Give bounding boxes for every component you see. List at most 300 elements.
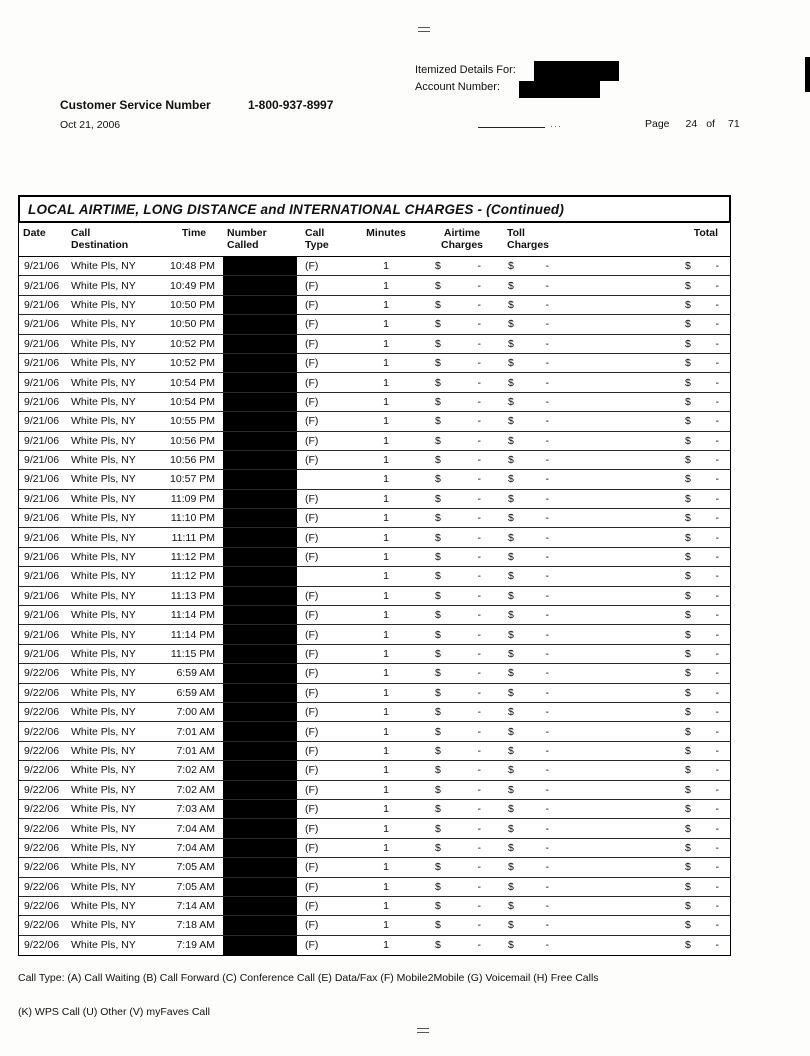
airtime-value: - xyxy=(477,686,481,699)
date-cell: 9/21/06 xyxy=(24,337,60,350)
redacted-number-called-cell xyxy=(223,432,297,450)
toll-charges-cell xyxy=(503,900,589,912)
time-cell: 11:10 PM xyxy=(170,512,215,525)
redacted-number-called-cell xyxy=(223,373,297,391)
table-row xyxy=(19,528,730,547)
toll-value: - xyxy=(545,454,549,467)
date-cell: 9/21/06 xyxy=(24,395,60,408)
call-type-cell: (F) xyxy=(305,376,319,389)
scan-artifact-top xyxy=(418,27,430,35)
currency-symbol: $ xyxy=(685,841,691,854)
total-value: - xyxy=(715,318,719,331)
call-type-cell: (F) xyxy=(305,492,319,505)
currency-symbol: $ xyxy=(508,667,514,680)
currency-symbol: $ xyxy=(685,880,691,893)
currency-symbol: $ xyxy=(508,628,514,641)
currency-symbol: $ xyxy=(435,764,441,777)
destination-cell: White Pls, NY xyxy=(71,822,136,835)
currency-symbol: $ xyxy=(435,628,441,641)
airtime-charges-cell xyxy=(421,338,503,350)
currency-symbol: $ xyxy=(685,764,691,777)
airtime-value: - xyxy=(477,841,481,854)
currency-symbol: $ xyxy=(685,609,691,622)
total-value: - xyxy=(715,376,719,389)
currency-symbol: $ xyxy=(435,706,441,719)
toll-charges-cell xyxy=(503,318,589,330)
time-cell: 10:55 PM xyxy=(170,415,215,428)
toll-value: - xyxy=(545,337,549,350)
total-value: - xyxy=(715,648,719,660)
toll-charges-cell xyxy=(503,570,589,582)
charges-table xyxy=(18,195,731,956)
redacted-itemized-value xyxy=(534,61,619,81)
airtime-charges-cell xyxy=(421,415,503,427)
destination-cell: White Pls, NY xyxy=(71,492,136,505)
toll-value: - xyxy=(545,415,549,428)
call-type-cell: (F) xyxy=(305,628,319,641)
total-cell xyxy=(589,493,730,505)
time-cell: 7:19 AM xyxy=(176,939,215,952)
redacted-number-called-cell xyxy=(223,839,297,857)
currency-symbol: $ xyxy=(685,900,691,913)
minutes-cell: 1 xyxy=(383,841,389,854)
currency-symbol: $ xyxy=(685,298,691,311)
toll-value: - xyxy=(545,706,549,719)
redacted-number-called-cell xyxy=(223,587,297,605)
currency-symbol: $ xyxy=(435,900,441,913)
toll-value: - xyxy=(545,609,549,622)
toll-value: - xyxy=(545,686,549,699)
currency-symbol: $ xyxy=(508,686,514,699)
total-value: - xyxy=(715,803,719,816)
total-cell xyxy=(589,629,730,641)
call-type-cell: (F) xyxy=(305,939,319,952)
currency-symbol: $ xyxy=(435,415,441,428)
time-cell: 11:14 PM xyxy=(170,609,215,622)
airtime-charges-cell xyxy=(421,667,503,679)
airtime-value: - xyxy=(477,434,481,447)
total-value: - xyxy=(715,512,719,525)
call-type-cell: (F) xyxy=(305,551,319,564)
currency-symbol: $ xyxy=(685,376,691,389)
total-cell xyxy=(589,726,730,738)
toll-value: - xyxy=(545,744,549,757)
total-cell xyxy=(589,260,730,272)
destination-cell: White Pls, NY xyxy=(71,783,136,796)
itemized-details-label: Itemized Details For: xyxy=(415,64,516,76)
toll-value: - xyxy=(545,861,549,874)
redacted-number-called-cell xyxy=(223,819,297,837)
table-row xyxy=(19,315,730,334)
total-value: - xyxy=(715,260,719,273)
airtime-charges-cell xyxy=(421,512,503,524)
call-type-cell: (F) xyxy=(305,260,319,273)
total-cell xyxy=(589,396,730,408)
airtime-value: - xyxy=(477,919,481,932)
currency-symbol: $ xyxy=(508,725,514,738)
currency-symbol: $ xyxy=(508,764,514,777)
time-cell: 6:59 AM xyxy=(176,686,215,699)
call-type-cell: (F) xyxy=(305,764,319,777)
destination-cell: White Pls, NY xyxy=(71,686,136,699)
time-cell: 10:52 PM xyxy=(170,337,215,350)
currency-symbol: $ xyxy=(435,783,441,796)
total-cell xyxy=(589,881,730,893)
minutes-cell: 1 xyxy=(383,783,389,796)
table-row xyxy=(19,470,730,489)
airtime-value: - xyxy=(477,648,481,660)
currency-symbol: $ xyxy=(508,706,514,719)
table-title: LOCAL AIRTIME, LONG DISTANCE and INTERNATIONAL CHARGES - (Continued) xyxy=(19,196,730,223)
toll-charges-cell xyxy=(503,629,589,641)
airtime-charges-cell xyxy=(421,318,503,330)
time-cell: 10:54 PM xyxy=(170,376,215,389)
airtime-value: - xyxy=(477,609,481,622)
currency-symbol: $ xyxy=(508,648,514,660)
date-cell: 9/22/06 xyxy=(24,841,60,854)
total-cell xyxy=(589,803,730,815)
currency-symbol: $ xyxy=(685,492,691,505)
toll-charges-cell xyxy=(503,551,589,563)
currency-symbol: $ xyxy=(435,861,441,874)
date-cell: 9/21/06 xyxy=(24,609,60,622)
toll-charges-cell xyxy=(503,745,589,757)
date-cell: 9/22/06 xyxy=(24,686,60,699)
airtime-charges-cell xyxy=(421,764,503,776)
date-cell: 9/21/06 xyxy=(24,260,60,273)
header-minutes: Minutes xyxy=(366,227,406,239)
toll-value: - xyxy=(545,531,549,544)
currency-symbol: $ xyxy=(435,551,441,564)
date-cell: 9/22/06 xyxy=(24,783,60,796)
currency-symbol: $ xyxy=(685,415,691,428)
redacted-number-called-cell xyxy=(223,742,297,760)
currency-symbol: $ xyxy=(435,337,441,350)
call-type-cell: (F) xyxy=(305,415,319,428)
airtime-value: - xyxy=(477,667,481,680)
currency-symbol: $ xyxy=(508,551,514,564)
time-cell: 7:01 AM xyxy=(176,744,215,757)
page-indicator xyxy=(645,118,740,130)
call-type-cell: (F) xyxy=(305,609,319,622)
airtime-charges-cell xyxy=(421,706,503,718)
airtime-charges-cell xyxy=(421,726,503,738)
currency-symbol: $ xyxy=(435,589,441,602)
destination-cell: White Pls, NY xyxy=(71,900,136,913)
currency-symbol: $ xyxy=(435,822,441,835)
redacted-number-called-cell xyxy=(223,296,297,314)
call-type-cell: (F) xyxy=(305,279,319,292)
airtime-value: - xyxy=(477,861,481,874)
minutes-cell: 1 xyxy=(383,667,389,680)
currency-symbol: $ xyxy=(508,318,514,331)
currency-symbol: $ xyxy=(685,337,691,350)
table-row xyxy=(19,684,730,703)
currency-symbol: $ xyxy=(508,841,514,854)
redacted-number-called-cell xyxy=(223,703,297,721)
time-cell: 7:01 AM xyxy=(176,725,215,738)
destination-cell: White Pls, NY xyxy=(71,609,136,622)
destination-cell: White Pls, NY xyxy=(71,589,136,602)
airtime-value: - xyxy=(477,880,481,893)
currency-symbol: $ xyxy=(508,861,514,874)
currency-symbol: $ xyxy=(508,492,514,505)
toll-charges-cell xyxy=(503,299,589,311)
table-row xyxy=(19,625,730,644)
currency-symbol: $ xyxy=(435,279,441,292)
page-label: Page xyxy=(645,118,670,130)
minutes-cell: 1 xyxy=(383,706,389,719)
airtime-value: - xyxy=(477,764,481,777)
destination-cell: White Pls, NY xyxy=(71,298,136,311)
redacted-number-called-cell xyxy=(223,335,297,353)
call-type-cell: (F) xyxy=(305,803,319,816)
redacted-number-called-cell xyxy=(223,800,297,818)
call-type-cell: (F) xyxy=(305,531,319,544)
scan-artifact-bottom xyxy=(417,1028,429,1036)
total-value: - xyxy=(715,919,719,932)
toll-value: - xyxy=(545,473,549,486)
time-cell: 6:59 AM xyxy=(176,667,215,680)
call-type-cell: (F) xyxy=(305,337,319,350)
currency-symbol: $ xyxy=(435,939,441,952)
airtime-value: - xyxy=(477,415,481,428)
minutes-cell: 1 xyxy=(383,725,389,738)
total-cell xyxy=(589,435,730,447)
total-value: - xyxy=(715,686,719,699)
toll-value: - xyxy=(545,822,549,835)
minutes-cell: 1 xyxy=(383,531,389,544)
redacted-number-called-cell xyxy=(223,858,297,876)
table-row xyxy=(19,819,730,838)
toll-charges-cell xyxy=(503,764,589,776)
currency-symbol: $ xyxy=(685,803,691,816)
time-cell: 10:50 PM xyxy=(170,298,215,311)
total-cell xyxy=(589,706,730,718)
total-cell xyxy=(589,784,730,796)
total-value: - xyxy=(715,628,719,641)
total-cell xyxy=(589,318,730,330)
toll-charges-cell xyxy=(503,590,589,602)
redacted-number-called-cell xyxy=(223,722,297,740)
time-cell: 10:57 PM xyxy=(170,473,215,486)
currency-symbol: $ xyxy=(435,744,441,757)
redacted-number-called-cell xyxy=(223,393,297,411)
airtime-value: - xyxy=(477,589,481,602)
date-cell: 9/21/06 xyxy=(24,512,60,525)
table-row xyxy=(19,781,730,800)
airtime-value: - xyxy=(477,803,481,816)
destination-cell: White Pls, NY xyxy=(71,764,136,777)
currency-symbol: $ xyxy=(435,570,441,583)
minutes-cell: 1 xyxy=(383,492,389,505)
currency-symbol: $ xyxy=(508,434,514,447)
table-row xyxy=(19,761,730,780)
currency-symbol: $ xyxy=(508,512,514,525)
currency-symbol: $ xyxy=(685,512,691,525)
total-value: - xyxy=(715,570,719,583)
total-value: - xyxy=(715,279,719,292)
total-cell xyxy=(589,280,730,292)
toll-charges-cell xyxy=(503,648,589,660)
call-type-legend-line1: Call Type: (A) Call Waiting (B) Call Forward (C) Conference Call (E) Data/Fax (F) Mobile2Mobile (G) Voicemail (H) Free Calls xyxy=(18,972,599,984)
time-cell: 11:13 PM xyxy=(170,589,215,602)
total-cell xyxy=(589,919,730,931)
date-cell: 9/21/06 xyxy=(24,492,60,505)
toll-charges-cell xyxy=(503,609,589,621)
date-cell: 9/22/06 xyxy=(24,880,60,893)
minutes-cell: 1 xyxy=(383,803,389,816)
date-cell: 9/21/06 xyxy=(24,531,60,544)
airtime-charges-cell xyxy=(421,900,503,912)
airtime-charges-cell xyxy=(421,590,503,602)
call-type-cell: (F) xyxy=(305,512,319,525)
date-cell: 9/22/06 xyxy=(24,919,60,932)
airtime-charges-cell xyxy=(421,473,503,485)
minutes-cell: 1 xyxy=(383,744,389,757)
airtime-value: - xyxy=(477,628,481,641)
airtime-charges-cell xyxy=(421,881,503,893)
redacted-number-called-cell xyxy=(223,412,297,430)
total-cell xyxy=(589,667,730,679)
currency-symbol: $ xyxy=(435,841,441,854)
airtime-value: - xyxy=(477,357,481,370)
destination-cell: White Pls, NY xyxy=(71,376,136,389)
call-type-cell: (F) xyxy=(305,900,319,913)
header-airtime-charges: Airtime Charges xyxy=(440,227,483,252)
toll-value: - xyxy=(545,783,549,796)
destination-cell: White Pls, NY xyxy=(71,667,136,680)
redacted-number-called-cell xyxy=(223,878,297,896)
total-cell xyxy=(589,377,730,389)
page-number: 24 xyxy=(685,118,698,130)
header-total: Total xyxy=(693,227,718,239)
date-cell: 9/22/06 xyxy=(24,939,60,952)
minutes-cell: 1 xyxy=(383,861,389,874)
minutes-cell: 1 xyxy=(383,357,389,370)
redacted-number-called-cell xyxy=(223,509,297,527)
total-cell xyxy=(589,338,730,350)
destination-cell: White Pls, NY xyxy=(71,939,136,952)
airtime-value: - xyxy=(477,395,481,408)
total-value: - xyxy=(715,667,719,680)
currency-symbol: $ xyxy=(685,822,691,835)
destination-cell: White Pls, NY xyxy=(71,861,136,874)
airtime-value: - xyxy=(477,706,481,719)
currency-symbol: $ xyxy=(508,822,514,835)
total-value: - xyxy=(715,841,719,854)
currency-symbol: $ xyxy=(685,725,691,738)
call-type-cell: (F) xyxy=(305,589,319,602)
call-type-cell: (F) xyxy=(305,880,319,893)
time-cell: 11:09 PM xyxy=(170,492,215,505)
date-cell: 9/21/06 xyxy=(24,376,60,389)
table-row xyxy=(19,897,730,916)
airtime-charges-cell xyxy=(421,745,503,757)
time-cell: 11:14 PM xyxy=(170,628,215,641)
toll-charges-cell xyxy=(503,435,589,447)
table-row xyxy=(19,257,730,276)
toll-charges-cell xyxy=(503,396,589,408)
time-cell: 7:04 AM xyxy=(176,841,215,854)
call-type-cell: (F) xyxy=(305,318,319,331)
airtime-charges-cell xyxy=(421,551,503,563)
minutes-cell: 1 xyxy=(383,337,389,350)
date-cell: 9/22/06 xyxy=(24,725,60,738)
currency-symbol: $ xyxy=(508,415,514,428)
date-cell: 9/21/06 xyxy=(24,298,60,311)
total-value: - xyxy=(715,531,719,544)
toll-charges-cell xyxy=(503,842,589,854)
airtime-value: - xyxy=(477,492,481,505)
airtime-charges-cell xyxy=(421,609,503,621)
destination-cell: White Pls, NY xyxy=(71,803,136,816)
destination-cell: White Pls, NY xyxy=(71,415,136,428)
redacted-number-called-cell xyxy=(223,606,297,624)
airtime-value: - xyxy=(477,512,481,525)
time-cell: 11:15 PM xyxy=(170,648,215,660)
call-type-legend-line2: (K) WPS Call (U) Other (V) myFaves Call xyxy=(18,1006,210,1018)
toll-charges-cell xyxy=(503,881,589,893)
currency-symbol: $ xyxy=(685,783,691,796)
toll-value: - xyxy=(545,298,549,311)
currency-symbol: $ xyxy=(685,434,691,447)
call-type-cell: (F) xyxy=(305,667,319,680)
toll-value: - xyxy=(545,279,549,292)
airtime-value: - xyxy=(477,376,481,389)
toll-charges-cell xyxy=(503,493,589,505)
time-cell: 7:03 AM xyxy=(176,803,215,816)
toll-charges-cell xyxy=(503,803,589,815)
call-type-cell: (F) xyxy=(305,706,319,719)
airtime-value: - xyxy=(477,454,481,467)
airtime-value: - xyxy=(477,744,481,757)
currency-symbol: $ xyxy=(508,376,514,389)
total-value: - xyxy=(715,551,719,564)
toll-value: - xyxy=(545,648,549,660)
date-cell: 9/21/06 xyxy=(24,318,60,331)
airtime-charges-cell xyxy=(421,280,503,292)
destination-cell: White Pls, NY xyxy=(71,551,136,564)
destination-cell: White Pls, NY xyxy=(71,744,136,757)
toll-value: - xyxy=(545,589,549,602)
destination-cell: White Pls, NY xyxy=(71,260,136,273)
date-cell: 9/21/06 xyxy=(24,434,60,447)
currency-symbol: $ xyxy=(685,279,691,292)
scan-artifact-dashes: ··· xyxy=(550,121,562,131)
airtime-charges-cell xyxy=(421,842,503,854)
currency-symbol: $ xyxy=(435,725,441,738)
redacted-number-called-cell xyxy=(223,761,297,779)
total-value: - xyxy=(715,298,719,311)
currency-symbol: $ xyxy=(685,667,691,680)
currency-symbol: $ xyxy=(508,589,514,602)
currency-symbol: $ xyxy=(685,473,691,486)
time-cell: 7:02 AM xyxy=(176,764,215,777)
toll-value: - xyxy=(545,628,549,641)
destination-cell: White Pls, NY xyxy=(71,357,136,370)
airtime-value: - xyxy=(477,551,481,564)
call-type-cell: (F) xyxy=(305,841,319,854)
table-row xyxy=(19,936,730,955)
toll-charges-cell xyxy=(503,726,589,738)
redacted-number-called-cell xyxy=(223,684,297,702)
table-row xyxy=(19,276,730,295)
total-cell xyxy=(589,687,730,699)
destination-cell: White Pls, NY xyxy=(71,919,136,932)
total-cell xyxy=(589,842,730,854)
date-cell: 9/21/06 xyxy=(24,415,60,428)
